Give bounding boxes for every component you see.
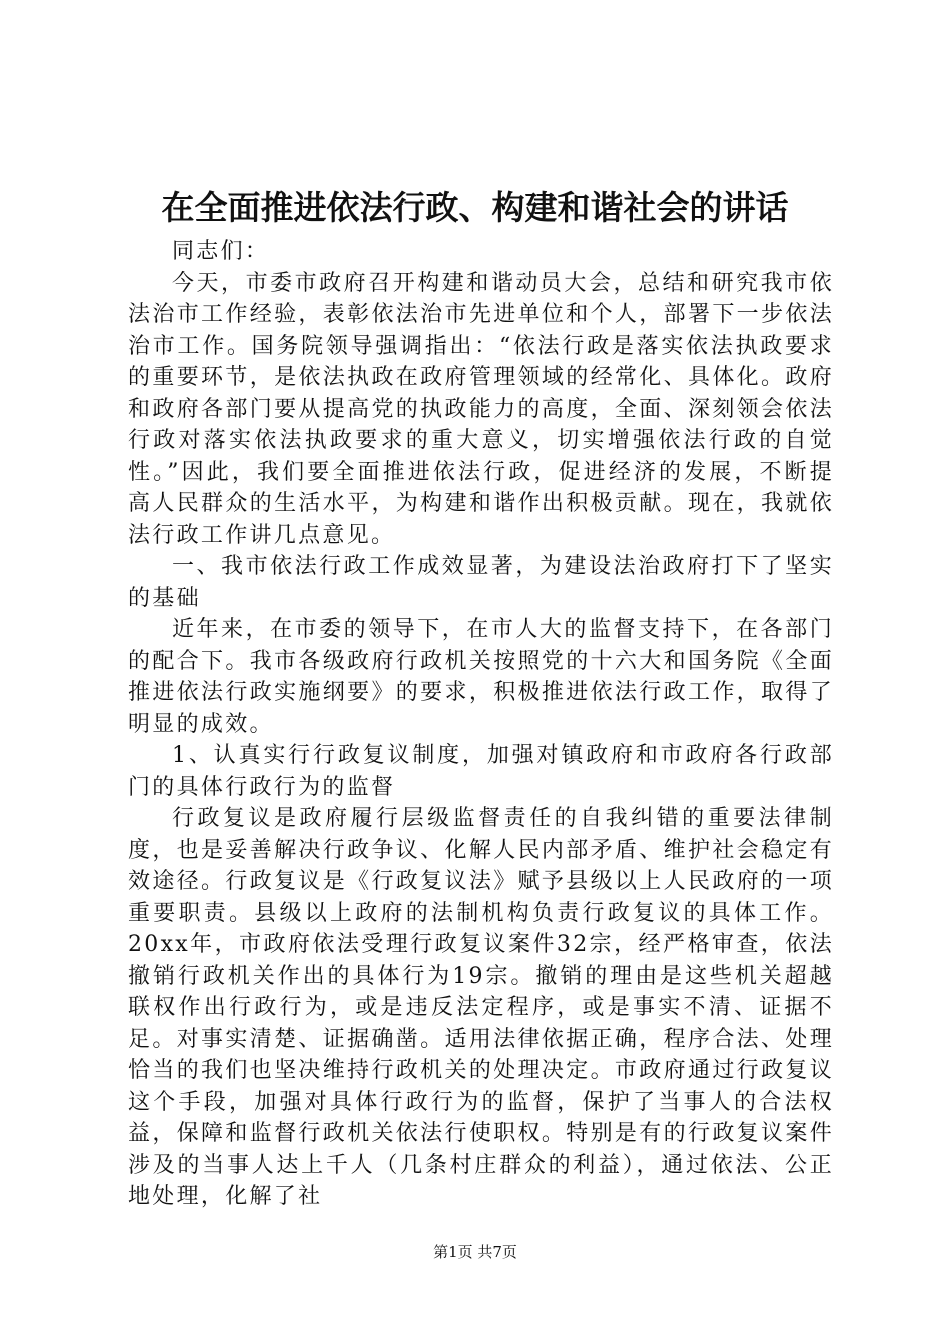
greeting-paragraph: 同志们： (172, 239, 270, 264)
document-title: 在全面推进依法行政、构建和谐社会的讲话 (161, 188, 789, 227)
page-number-footer: 第1页 共7页 (433, 1243, 517, 1261)
subsection-heading: 1、认真实行行政复议制度，加强对镇政府和市政府各行政部门的具体行政行为的监督 (128, 743, 834, 800)
body-paragraph: 近年来，在市委的领导下，在市人大的监督支持下，在各部门的配合下。我市各级政府行政机关按照党的十六大和国务院《全面推进依法行政实施纲要》的要求，积极推进依法行政工作，取得了明显的成效。 (128, 617, 834, 737)
body-paragraph: 行政复议是政府履行层级监督责任的自我纠错的重要法律制度，也是妥善解决行政争议、化解人民内部矛盾、维护社会稳定有效途径。行政复议是《行政复议法》赋予县级以上人民政府的一项重要职责。县级以上政府的法制机构负责行政复议的具体工作。20xx年，市政府依法受理行政复议案件32宗，经严格审查，依法撤销行政机关作出的具体行为19宗。撤销的理由是这些机关超越联权作出行政行为，或是违反法定程序，或是事实不清、证据不足。对事实清楚、证据确凿。适用法律依据正确，程序合法、处理恰当的我们也坚决维持行政机关的处理决定。市政府通过行政复议这个手段，加强对具体行政行为的监督，保护了当事人的合法权益，保障和监督行政机关依法行使职权。特别是有的行政复议案件涉及的当事人达上千人（几条村庄群众的利益），通过依法、公正地处理，化解了社 (128, 806, 834, 1209)
section-heading: 一、我市依法行政工作成效显著，为建设法治政府打下了坚实的基础 (128, 554, 834, 611)
body-paragraph: 今天，市委市政府召开构建和谐动员大会，总结和研究我市依法治市工作经验，表彰依法治市先进单位和个人，部署下一步依法治市工作。国务院领导强调指出：“依法行政是落实依法执政要求的重要环节，是依法执政在政府管理领域的经常化、具体化。政府和政府各部门要从提高党的执政能力的高度，全面、深刻领会依法行政对落实依法执政要求的重大意义，切实增强依法行政的自觉性。”因此，我们要全面推进依法行政，促进经济的发展，不断提高人民群众的生活水平，为构建和谐作出积极贡献。现在，我就依法行政工作讲几点意见。 (128, 270, 834, 548)
document-body (128, 236, 834, 1213)
